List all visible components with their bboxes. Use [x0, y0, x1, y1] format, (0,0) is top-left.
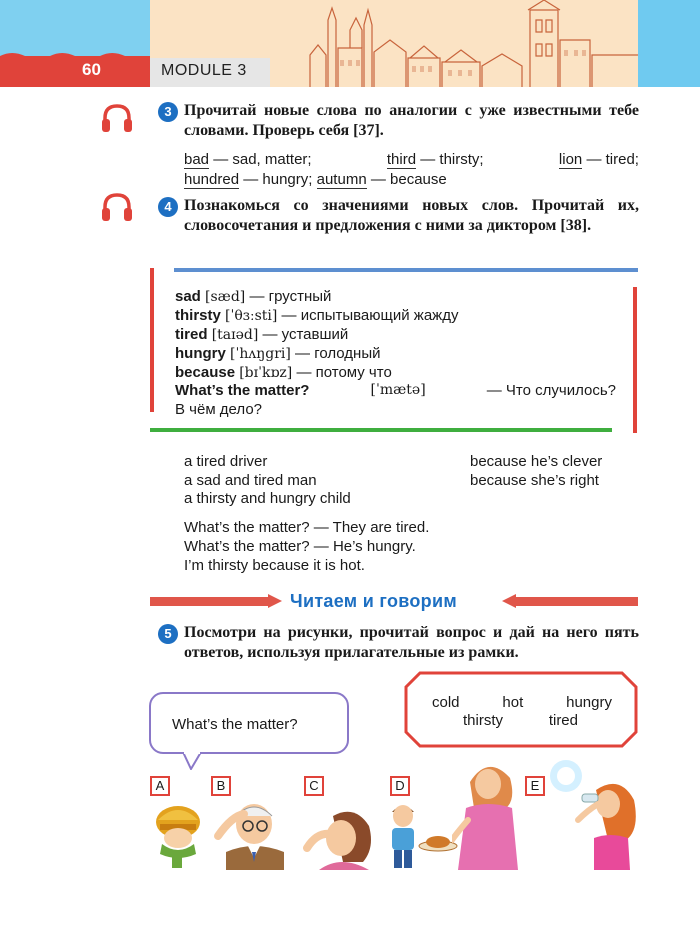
page-header — [0, 0, 700, 87]
page-number: 60 — [82, 60, 101, 79]
woman-with-food-picture — [452, 760, 524, 870]
known-word: lion — [558, 151, 583, 168]
vocab-translation: — испытывающий жажду — [281, 307, 459, 324]
sentence: I’m thirsty because it is hot. — [184, 557, 365, 574]
vocab-transcription: [ˈhʌŋgri] — [230, 346, 291, 362]
vocab-translation: — голодный — [295, 345, 381, 362]
page-number-tab — [0, 56, 150, 87]
adjectives-row-2 — [463, 711, 578, 730]
adjective: thirsty — [463, 712, 504, 729]
banner-arrow-right-icon — [502, 594, 516, 608]
vocab-transcription: [ˈθɜːsti] — [225, 308, 278, 324]
known-word: autumn — [316, 171, 367, 188]
adjective: tired — [548, 712, 578, 729]
module-label: MODULE 3 — [161, 62, 247, 79]
exercise-3-line-2: hundred — hungry; autumn — because — [184, 171, 447, 188]
phrase: a tired driver — [184, 453, 268, 470]
picture-label-b: B — [211, 776, 231, 796]
exercise-4-instruction: Познакомься со значениями новых слов. Прочитай их, словосочетания и предложения с ними за диктором [38]. — [184, 197, 639, 234]
vocab-transcription: [ˈmætə] — [370, 382, 426, 398]
hungry-boy-picture — [388, 800, 418, 870]
picture-label-c: C — [304, 776, 324, 796]
vocab-box-left-border — [150, 268, 154, 412]
vocab-word: What’s the matter? — [175, 382, 310, 399]
exercise-5-number: 5 — [158, 624, 178, 644]
known-word: third — [386, 151, 417, 168]
vocab-box-top-border — [174, 268, 638, 272]
exercise-3-instruction: Прочитай новые слова по аналогии с уже известными тебе словами. Проверь себя [37]. — [184, 102, 639, 139]
word-pair: third — thirsty; — [386, 151, 484, 168]
section-banner-line-right — [516, 597, 638, 606]
speech-bubble-text: What’s the matter? — [172, 716, 298, 733]
header-sky-right — [638, 0, 700, 87]
vocab-word: thirsty — [175, 307, 221, 324]
vocab-entry — [175, 325, 348, 345]
vocab-translation: — уставший — [262, 326, 349, 343]
vocab-entry — [175, 363, 392, 383]
headphones-icon — [100, 103, 134, 133]
new-word: hungry; — [262, 171, 313, 188]
tired-woman-picture — [303, 808, 379, 870]
known-word: bad — [184, 151, 210, 168]
phrase: a thirsty and hungry child — [184, 490, 351, 507]
vocab-word: because — [175, 364, 236, 381]
speech-bubble-tail-icon — [181, 752, 205, 770]
tired-man-picture — [212, 796, 292, 870]
new-word: sad, matter; — [232, 151, 312, 168]
picture-label-d: D — [390, 776, 410, 796]
vocab-transcription: [bɪˈkɒz] — [239, 365, 293, 381]
cold-child-picture — [150, 800, 206, 870]
adjective: hot — [502, 694, 524, 711]
vocab-transcription: [taɪəd] — [211, 327, 259, 343]
section-banner-line-left — [150, 597, 268, 606]
exercise-3-line-1 — [184, 150, 639, 169]
sentence: What’s the matter? — He’s hungry. — [184, 538, 416, 555]
sentence: What’s the matter? — They are tired. — [184, 519, 430, 536]
vocab-entry — [175, 287, 331, 307]
word-pair: bad — sad, matter; — [184, 151, 312, 168]
new-word: because — [390, 171, 447, 188]
adjective: cold — [432, 694, 460, 711]
new-word: thirsty; — [439, 151, 484, 168]
headphones-icon — [100, 192, 134, 222]
picture-label-a: A — [150, 776, 170, 796]
adjective: hungry — [566, 694, 612, 711]
vocab-word: tired — [175, 326, 208, 343]
phrase: because she’s right — [470, 472, 599, 489]
new-word: tired; — [605, 151, 639, 168]
exercise-4-number: 4 — [158, 197, 178, 217]
vocab-word: sad — [175, 288, 201, 305]
vocab-entry — [175, 306, 458, 326]
vocab-entry — [175, 344, 381, 364]
phrase: a sad and tired man — [184, 472, 317, 489]
known-word: hundred — [184, 171, 240, 188]
vocab-box-right-border — [633, 287, 637, 433]
word-pair: lion — tired; — [558, 151, 639, 168]
exercise-3-number: 3 — [158, 102, 178, 122]
adjectives-row-1 — [432, 693, 612, 712]
vocab-translation: — Что случилось? — [486, 382, 616, 399]
vocab-translation: — грустный — [249, 288, 332, 305]
exercise-5-instruction: Посмотри на рисунки, прочитай вопрос и дай на него пять ответов, используя прилагательные из рамки. — [184, 624, 639, 661]
picture-label-e: E — [525, 776, 545, 796]
vocab-transcription: [sæd] — [205, 289, 246, 305]
phrase: because he’s clever — [470, 453, 603, 470]
vocab-entry — [175, 381, 616, 400]
vocab-translation: — потому что — [296, 364, 392, 381]
section-title: Читаем и говорим — [290, 591, 457, 611]
vocab-entry-continuation: В чём дело? — [175, 401, 263, 418]
vocab-box-bottom-border — [150, 428, 612, 432]
banner-arrow-left-icon — [268, 594, 282, 608]
vocab-word: hungry — [175, 345, 226, 362]
thirsty-girl-picture — [548, 760, 638, 870]
